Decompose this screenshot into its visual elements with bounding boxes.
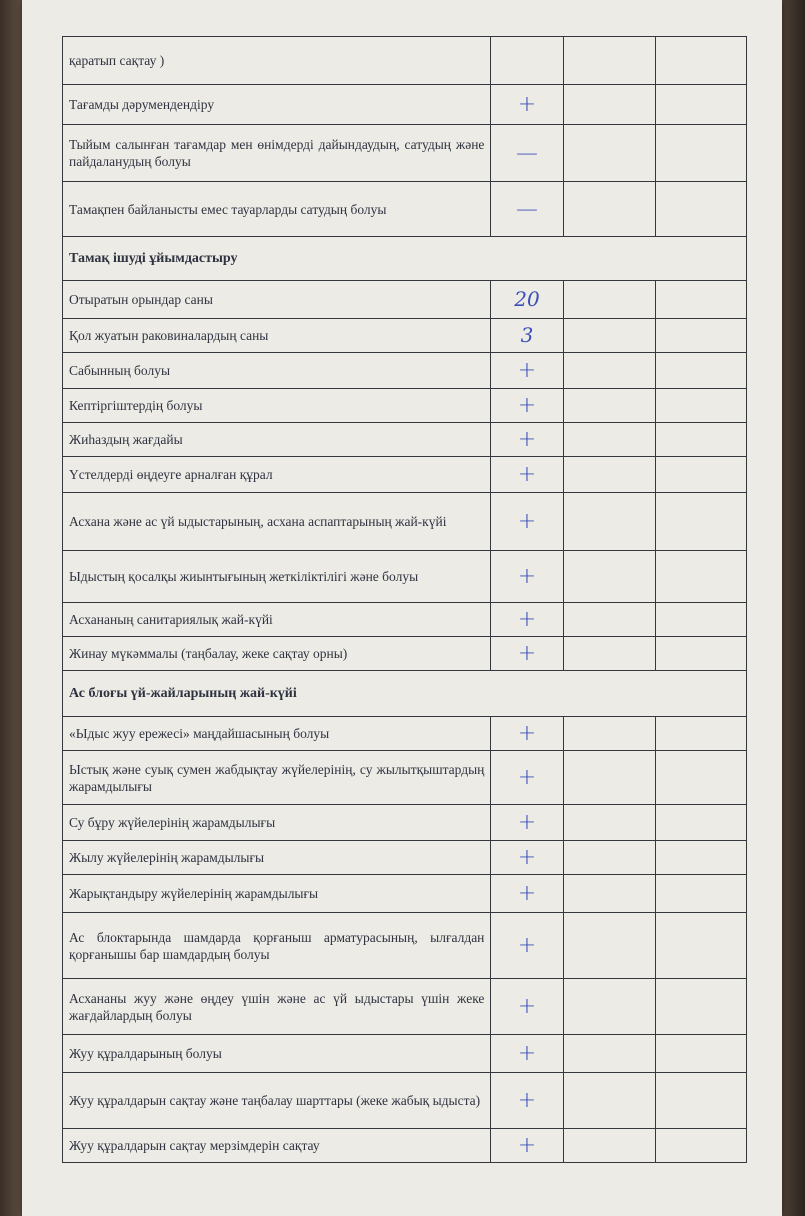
handwritten-mark: + bbox=[491, 637, 563, 671]
empty-cell-col4 bbox=[655, 913, 746, 979]
table-row bbox=[63, 979, 747, 1035]
table-row bbox=[63, 85, 747, 125]
criterion-text: Жуу құралдарының болуы bbox=[63, 1035, 491, 1073]
table-row bbox=[63, 423, 747, 457]
criterion-text: Тағамды дәрумендендіру bbox=[63, 85, 491, 125]
empty-cell-col4 bbox=[655, 182, 746, 237]
table-row bbox=[63, 319, 747, 353]
criterion-text: Үстелдерді өңдеуге арналған құрал bbox=[63, 457, 491, 493]
empty-cell-col4 bbox=[655, 841, 746, 875]
table-row bbox=[63, 389, 747, 423]
empty-cell-col3 bbox=[563, 603, 655, 637]
empty-cell-col3 bbox=[563, 717, 655, 751]
table-row bbox=[63, 805, 747, 841]
criterion-text: Сабынның болуы bbox=[63, 353, 491, 389]
criterion-text: «Ыдыс жуу ережесі» маңдайшасының болуы bbox=[63, 717, 491, 751]
empty-cell-col4 bbox=[655, 1073, 746, 1129]
criterion-text: қаратып сақтау ) bbox=[63, 37, 491, 85]
empty-cell-col4 bbox=[655, 751, 746, 805]
empty-cell-col3 bbox=[563, 551, 655, 603]
handwritten-mark: + bbox=[491, 1035, 563, 1073]
criterion-text: Су бұру жүйелерінің жарамдылығы bbox=[63, 805, 491, 841]
empty-cell-col3 bbox=[563, 637, 655, 671]
section-title: Тамақ ішуді ұйымдастыру bbox=[63, 237, 747, 281]
empty-cell-col4 bbox=[655, 281, 746, 319]
faint-bleed-through-header bbox=[34, 4, 634, 22]
empty-cell-col3 bbox=[563, 353, 655, 389]
handwritten-mark: + bbox=[491, 423, 563, 457]
table-row bbox=[63, 717, 747, 751]
section-header-row bbox=[63, 671, 747, 717]
handwritten-mark: + bbox=[491, 493, 563, 551]
table-row bbox=[63, 281, 747, 319]
handwritten-mark: + bbox=[491, 979, 563, 1035]
handwritten-mark: + bbox=[491, 717, 563, 751]
handwritten-mark: + bbox=[491, 875, 563, 913]
empty-cell-col3 bbox=[563, 423, 655, 457]
criterion-text: Асхананың санитариялық жай-күйі bbox=[63, 603, 491, 637]
empty-cell-col3 bbox=[563, 457, 655, 493]
table-row bbox=[63, 637, 747, 671]
empty-cell-col4 bbox=[655, 85, 746, 125]
empty-cell-col4 bbox=[655, 637, 746, 671]
criterion-text: Жылу жүйелерінің жарамдылығы bbox=[63, 841, 491, 875]
table-row bbox=[63, 493, 747, 551]
table-row bbox=[63, 457, 747, 493]
table-row bbox=[63, 353, 747, 389]
handwritten-mark bbox=[491, 37, 563, 85]
empty-cell-col3 bbox=[563, 979, 655, 1035]
handwritten-mark: + bbox=[491, 551, 563, 603]
table-row bbox=[63, 1073, 747, 1129]
handwritten-mark: + bbox=[491, 603, 563, 637]
handwritten-mark: + bbox=[491, 85, 563, 125]
criterion-text: Жиһаздың жағдайы bbox=[63, 423, 491, 457]
empty-cell-col3 bbox=[563, 751, 655, 805]
handwritten-mark: + bbox=[491, 751, 563, 805]
handwritten-mark: + bbox=[491, 805, 563, 841]
empty-cell-col3 bbox=[563, 389, 655, 423]
criterion-text: Ас блоктарында шамдарда қорғаныш арматурасының, ылғалдан қорғанышы бар шамдардың болуы bbox=[63, 913, 491, 979]
criterion-text: Отыратын орындар саны bbox=[63, 281, 491, 319]
criterion-text: Қол жуатын раковиналардың саны bbox=[63, 319, 491, 353]
empty-cell-col3 bbox=[563, 85, 655, 125]
empty-cell-col3 bbox=[563, 37, 655, 85]
empty-cell-col4 bbox=[655, 551, 746, 603]
empty-cell-col4 bbox=[655, 125, 746, 182]
empty-cell-col3 bbox=[563, 913, 655, 979]
handwritten-mark: + bbox=[491, 353, 563, 389]
criterion-text: Тамақпен байланысты емес тауарларды сатудың болуы bbox=[63, 182, 491, 237]
empty-cell-col3 bbox=[563, 281, 655, 319]
table-row bbox=[63, 125, 747, 182]
criterion-text: Жуу құралдарын сақтау мерзімдерін сақтау bbox=[63, 1129, 491, 1163]
empty-cell-col4 bbox=[655, 1035, 746, 1073]
table-row bbox=[63, 875, 747, 913]
empty-cell-col3 bbox=[563, 875, 655, 913]
empty-cell-col4 bbox=[655, 979, 746, 1035]
handwritten-mark: + bbox=[491, 457, 563, 493]
empty-cell-col3 bbox=[563, 1035, 655, 1073]
handwritten-mark: — bbox=[491, 182, 563, 237]
empty-cell-col4 bbox=[655, 37, 746, 85]
handwritten-mark: 3 bbox=[491, 319, 563, 353]
criterion-text: Ыдыстың қосалқы жиынтығының жеткіліктілігі және болуы bbox=[63, 551, 491, 603]
empty-cell-col4 bbox=[655, 423, 746, 457]
empty-cell-col3 bbox=[563, 841, 655, 875]
empty-cell-col3 bbox=[563, 493, 655, 551]
empty-cell-col4 bbox=[655, 493, 746, 551]
inspection-table-body bbox=[63, 37, 747, 1163]
empty-cell-col3 bbox=[563, 1129, 655, 1163]
empty-cell-col3 bbox=[563, 182, 655, 237]
criterion-text: Асхананы жуу және өңдеу үшін және ас үй ыдыстары үшін жеке жағдайлардың болуы bbox=[63, 979, 491, 1035]
empty-cell-col4 bbox=[655, 389, 746, 423]
table-row bbox=[63, 913, 747, 979]
empty-cell-col4 bbox=[655, 717, 746, 751]
empty-cell-col4 bbox=[655, 319, 746, 353]
table-row bbox=[63, 1129, 747, 1163]
table-row bbox=[63, 841, 747, 875]
table-row bbox=[63, 182, 747, 237]
table-row bbox=[63, 603, 747, 637]
handwritten-mark: + bbox=[491, 913, 563, 979]
empty-cell-col4 bbox=[655, 457, 746, 493]
criterion-text: Ыстық және суық сумен жабдықтау жүйелерінің, су жылытқыштардың жарамдылығы bbox=[63, 751, 491, 805]
handwritten-mark: — bbox=[491, 125, 563, 182]
criterion-text: Жарықтандыру жүйелерінің жарамдылығы bbox=[63, 875, 491, 913]
empty-cell-col4 bbox=[655, 875, 746, 913]
handwritten-mark: + bbox=[491, 1129, 563, 1163]
criterion-text: Асхана және ас үй ыдыстарының, асхана аспаптарының жай-күйі bbox=[63, 493, 491, 551]
empty-cell-col4 bbox=[655, 1129, 746, 1163]
table-row bbox=[63, 751, 747, 805]
section-header-row bbox=[63, 237, 747, 281]
inspection-table bbox=[62, 36, 747, 1163]
handwritten-mark: + bbox=[491, 1073, 563, 1129]
section-title: Ас блоғы үй-жайларының жай-күйі bbox=[63, 671, 747, 717]
empty-cell-col3 bbox=[563, 319, 655, 353]
criterion-text: Жинау мүкәммалы (таңбалау, жеке сақтау орны) bbox=[63, 637, 491, 671]
paper-sheet bbox=[22, 0, 782, 1216]
empty-cell-col4 bbox=[655, 353, 746, 389]
table-row bbox=[63, 1035, 747, 1073]
handwritten-mark: + bbox=[491, 841, 563, 875]
empty-cell-col4 bbox=[655, 805, 746, 841]
criterion-text: Кептіргіштердің болуы bbox=[63, 389, 491, 423]
handwritten-mark: + bbox=[491, 389, 563, 423]
criterion-text: Тыйым салынған тағамдар мен өнімдерді дайындаудың, сатудың және пайдаланудың болуы bbox=[63, 125, 491, 182]
empty-cell-col3 bbox=[563, 1073, 655, 1129]
empty-cell-col3 bbox=[563, 125, 655, 182]
empty-cell-col4 bbox=[655, 603, 746, 637]
table-row bbox=[63, 551, 747, 603]
table-row bbox=[63, 37, 747, 85]
criterion-text: Жуу құралдарын сақтау және таңбалау шарттары (жеке жабық ыдыста) bbox=[63, 1073, 491, 1129]
empty-cell-col3 bbox=[563, 805, 655, 841]
handwritten-mark: 20 bbox=[491, 281, 563, 319]
